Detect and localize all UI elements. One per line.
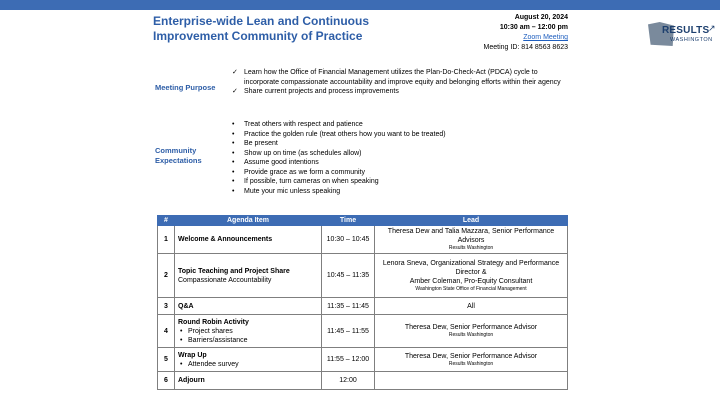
zoom-meeting-link[interactable]: Zoom Meeting — [523, 34, 568, 41]
meeting-purpose-label: Meeting Purpose — [155, 83, 216, 92]
expectation-item: • Show up on time (as schedules allow) — [232, 149, 362, 157]
expectation-item: • Be present — [232, 140, 278, 147]
logo-main-text: RESULTS — [662, 25, 710, 36]
results-washington-logo — [648, 22, 718, 48]
table-row: 5 Wrap Up • Attendee survey 11:55 – 12:00 Theresa Dew, Senior Performance Advisor Results Washington — [158, 348, 568, 372]
table-row: 4 Round Robin Activity • Project shares • Barriers/assistance 11:45 – 11:55 Theresa Dew, Senior Performance Advisor Results Washington — [158, 315, 568, 348]
table-row: 1 Welcome & Announcements 10:30 – 10:45 Theresa Dew and Talia Mazzara, Senior Performance Advisors Results Washington — [158, 226, 568, 254]
purpose-item: ✓ Share current projects and process improvements — [232, 88, 399, 95]
expectation-item: • Provide grace as we form a community — [232, 168, 365, 176]
expectation-item: • Treat others with respect and patience — [232, 121, 363, 128]
table-row: 3 Q&A 11:35 – 11:45 All — [158, 298, 568, 315]
meeting-date: August 20, 2024 — [514, 14, 568, 21]
header-time: Time — [322, 216, 375, 226]
community-expectations-label: Community Expectations — [155, 146, 202, 165]
logo-sub-text: WASHINGTON — [670, 37, 713, 43]
agenda-table — [157, 215, 568, 390]
document-title: Enterprise-wide Lean and Continuous Improvement Community of Practice — [153, 14, 370, 43]
expectation-item: • Practice the golden rule (treat others how you want to be treated) — [232, 130, 446, 138]
meeting-id: Meeting ID: 814 8563 8623 — [483, 44, 568, 51]
trend-arrow-icon: ↗ — [708, 23, 716, 33]
purpose-item: ✓ Learn how the Office of Financial Management utilizes the Plan-Do-Check-Act (PDCA) cycle to incorporate compassionate accountability and improve equity and belonging efforts within their agency — [232, 69, 561, 86]
purpose-list — [232, 68, 572, 97]
expectations-list — [232, 120, 572, 196]
top-banner — [0, 0, 720, 10]
checkmark-icon: ✓ — [232, 88, 238, 95]
expectation-item: • Mute your mic unless speaking — [232, 187, 341, 195]
meeting-time: 10:30 am – 12:00 pm — [499, 24, 568, 31]
expectation-item: • Assume good intentions — [232, 159, 319, 166]
header-lead: Lead — [375, 216, 568, 226]
expectation-item: • If possible, turn cameras on when speaking — [232, 178, 379, 185]
meeting-info — [484, 13, 568, 53]
table-row: 6 Adjourn 12:00 — [158, 372, 568, 390]
header-num: # — [158, 216, 175, 226]
table-row: 2 Topic Teaching and Project Share Compassionate Accountability 10:45 – 11:35 Lenora Sneva, Organizational Strategy and Performance Director & Amber Coleman, Pro-Equity Consultant Washington State Office of Financial Management — [158, 254, 568, 298]
header-item: Agenda Item — [175, 216, 322, 226]
checkmark-icon: ✓ — [232, 69, 238, 76]
agenda-header-row — [158, 216, 568, 226]
